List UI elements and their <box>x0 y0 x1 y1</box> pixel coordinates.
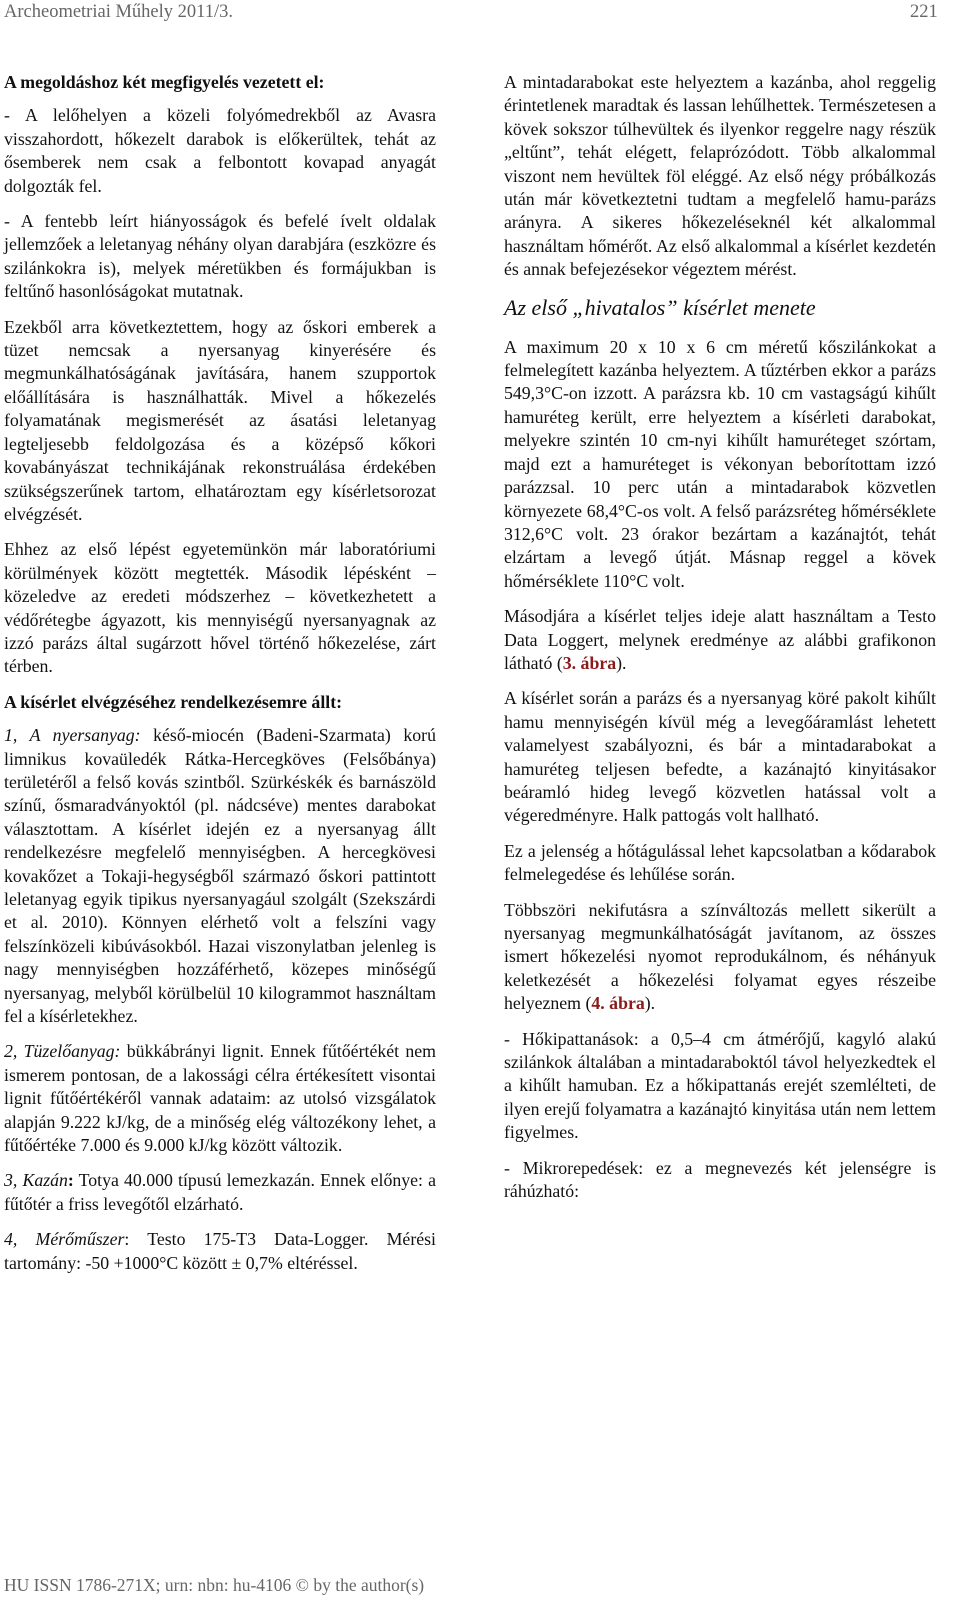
footer-issn: HU ISSN 1786-271X; urn: nbn: hu-4106 © by the author(s) <box>4 1575 425 1595</box>
intro-heading: A megoldáshoz két megfigyelés vezetett el: <box>4 72 325 92</box>
procedure-paragraph: A maximum 20 x 10 x 6 cm méretű kőszilánkokat a felmelegített kazánba helyeztem. A tűztérben ekkor a parázs 549,3°C-on izzott. A parázsra kb. 10 cm vastagságú kihűlt hamuréteg került, erre helyeztem a kísérleti darabokat, melyekre szintén 10 cm-nyi kihűlt hamuréteget szórtam, majd ezt a hamuréteget is vékonyan beborítottam izzó parázzsal. 10 perc után a mintadarabok közvetlen környezete 68,4°C-os volt. A felső parázsréteg hőmérséklete 312,6°C volt. 23 órakor bezártam a kazánajtót, tehát elzártam a levegő útját. Másnap reggel a kövek hőmérséklete 110°C volt. <box>504 336 936 591</box>
material-item-2-label: 2, Tüzelőanyag: <box>4 1041 121 1062</box>
material-item-2-text: bükkábrányi lignit. Ennek fűtőértékét nem ismerem pontosan, de a lakossági célra értékesített visontai lignit fűtőértékéről vannak adataim: az utolsó vizsgálatok alapján 9.222 kJ/kg, de a minőség elég változékony lehet, a fűtőértéke 7.000 és 9.000 kJ/kg között változik. <box>4 1041 436 1156</box>
results-text: Többszöri nekifutásra a színváltozás mellett sikerült a nyersanyag megmunkálhatóságát javítanom, az összes ismert hőkezelési nyomot reprodukálnom, és néhányuk keletkezését a hőkezelési folyamat egyes részeibe helyeznem ( <box>504 899 936 1014</box>
conclusion-paragraph: Ezekből arra következtettem, hogy az őskori emberek a tüzet nemcsak a nyersanyag kinyerésére és megmunkálhatóságának javítására, hanem szupportok előállítására is használhatták. Mivel a hőkezelés folyamatának megismerését az ásatási leletanyag legteljesebb feldolgozása és a középső kőkori kovabányászat technikájának rekonstruálása érdekében szükségszerűnek tartom, elhatároztam egy kísérletsorozat elvégzését. <box>4 316 436 524</box>
section-heading: Az első „hivatalos” kísérlet menete <box>504 294 816 320</box>
material-item-4-text: : Testo 175-T3 Data-Logger. Mérési tartomány: -50 +1000°C között ± 0,7% eltéréssel. <box>4 1229 436 1273</box>
material-item-3-label: 3, Kazán <box>4 1170 68 1191</box>
results-text-end: ). <box>644 993 656 1014</box>
materials-heading: A kísérlet elvégzéséhez rendelkezésemre állt: <box>4 691 343 712</box>
material-item-4-label: 4, Mérőműszer <box>4 1229 125 1250</box>
first-step-paragraph: Ehhez az első lépést egyetemünkön már laboratóriumi körülmények között megtették. Második lépésként – közeledve az eredeti módszerhez – következhetett a védőrétegbe ágyazott, kis mennyiségű nyersanyagnak az izzó parázs által sugárzott hővel történő hőkezelése, zárt térben. <box>4 539 436 677</box>
heat-spall-paragraph: - Hőkipattanások: a 0,5–4 cm átmérőjű, kagyló alakú szilánkok általában a mintadaraboktól távol helyezkedtek el a kihűlt hamuban. Ez a hőkipattanás erejét szemlélteti, de ilyen erejű folyamatra a kazánajtó kinyitása után nem lettem figyelmes. <box>504 1028 936 1143</box>
results-paragraph <box>504 899 936 1016</box>
observation-1: - A lelőhelyen a közeli folyómedrekből az Avasra visszahordott, hőkezelt darabok is előkerültek, tehát az ősemberek nem csak a felbontott kovapad anyagát dolgozták fel. <box>4 105 436 196</box>
right-column <box>504 71 936 1215</box>
journal-header: Archeometriai Műhely 2011/3. <box>4 2 233 22</box>
material-item-3-colon: : <box>67 1170 74 1191</box>
airflow-paragraph: A kísérlet során a parázs és a nyersanyag köré pakolt kihűlt hamu mennyiségén kívül még a levegőáramlást lehetett valamelyest szabályozni, és bár a mintadarabokat a hamuréteg teljesen befedte, a kazánajtó kinyitásakor beáramló hideg levegő közvetlen hatással volt a végeredményre. Halk pattogás volt hallható. <box>504 688 936 826</box>
microcrack-paragraph: - Mikrorepedések: ez a megnevezés két jelenségre is ráhúzható: <box>504 1157 936 1202</box>
logger-paragraph <box>504 605 936 675</box>
observation-2: - A fentebb leírt hiányosságok és befelé ívelt oldalak jellemzőek a leletanyag néhány olyan darabjára (eszközre és szilánkokra is), melyek méretükben és formájukban is feltűnő hasonlóságokat mutatnak. <box>4 211 436 302</box>
material-item-3-text: Totya 40.000 típusú lemezkazán. Ennek előnye: a fűtőtér a friss levegőtől elzárható. <box>4 1170 437 1214</box>
figure-3-link[interactable]: 3. ábra <box>562 652 617 673</box>
material-item-1-label: 1, A nyersanyag: <box>4 725 141 746</box>
page-number: 221 <box>910 2 938 22</box>
material-item-1 <box>4 724 436 1028</box>
samples-paragraph: A mintadarabokat este helyeztem a kazánba, ahol reggelig érintetlenek maradtak és lassan lehűlhettek. Természetesen a kövek sokszor túlhevültek és ilyenkor reggelre nagy részük „eltűnt”, tehát elégett, felaprózódott. Több alkalommal viszont nem hevültek föl eléggé. Az első négy próbálkozás után már következtetni tudtam a megfelelő hamu-parázs arányra. A sikeres hőkezeléseknél két alkalommal használtam hőmérőt. Az első alkalommal a kísérlet kezdetén és annak befejezésekor végeztem mérést. <box>504 72 936 280</box>
logger-text-end: ). <box>616 652 627 673</box>
thermal-expansion-paragraph: Ez a jelenség a hőtágulással lehet kapcsolatban a kődarabok felmelegedése és lehűlése során. <box>504 840 936 885</box>
logger-text: Másodjára a kísérlet teljes ideje alatt használtam a Testo Data Loggert, melynek eredménye az alábbi grafikonon látható ( <box>504 606 936 673</box>
material-item-1-text: késő-miocén (Badeni-Szarmata) korú limnikus kovaüledék Rátka-Hercegköves (Felsőbánya) területéről a felső kovás szintből. Szürkéskék és barnászöld színű, ősmaradványoktól (pl. nádcséve) mentes darabokat választottam. A kísérlet idején ez a nyersanyag állt rendelkezésre megfelelő mennyiségben. A hercegkövesi kovakőzet a Tokaji-hegységből származó őskori pattintott leletanyag egyik tipikus nyersanyagául szolgált (Szekszárdi et al. 2010). Könnyen elérhető volt a felszíni vagy felszínközeli kibúvásokból. Hazai viszonylatban jelenleg is nagy mennyiségben hozzáférhető, közepes minőségű nyersanyag, melyből körülbelül 10 kilogrammot használtam fel a kísérletekhez. <box>4 725 436 1027</box>
left-column <box>4 71 436 1287</box>
material-item-3 <box>4 1169 436 1216</box>
material-item-2 <box>4 1040 436 1157</box>
figure-4-link[interactable]: 4. ábra <box>591 993 645 1014</box>
material-item-4 <box>4 1228 436 1275</box>
